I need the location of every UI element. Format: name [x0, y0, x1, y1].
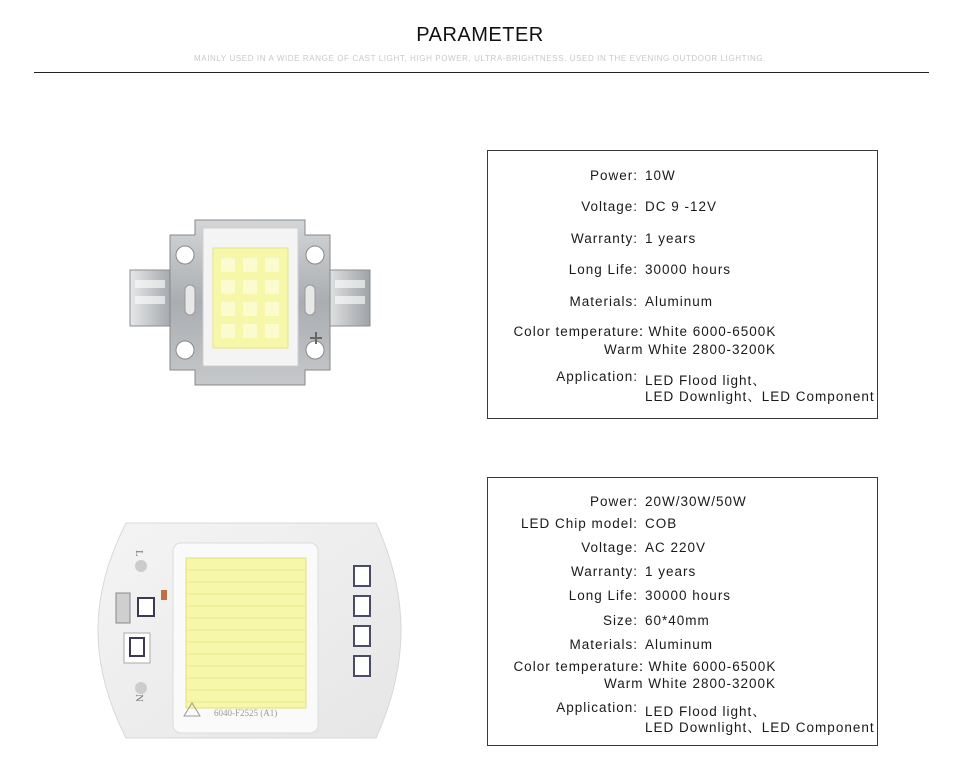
pin-label-l: L [133, 550, 145, 557]
board-marking: 6040-F2525 (A1) [214, 708, 278, 718]
spec-table-cob: Power: 20W/30W/50W LED Chip model: COB Voltage: AC 220V Warranty: 1 years Long Life: 30000 hours Size: 60*40mm Materials: Aluminum Color temperature: : White 6000-6500K Warm White 2800-3200K Application: LED Flood light、 LED Downlight、LED Component [487, 477, 878, 746]
pin-label-n: N [133, 694, 145, 702]
page-title: PARAMETER [416, 24, 544, 46]
header-divider [34, 72, 929, 73]
page-subtitle: MAINLY USED IN A WIDE RANGE OF CAST LIGHT, HIGH POWER, ULTRA-BRIGHTNESS, USED IN THE EVENING OUTDOOR LIGHTING. [194, 54, 766, 63]
led-10w-chip-image [125, 210, 375, 400]
led-cob-chip-image [96, 518, 406, 743]
spec-table-10w: Power: 10W Voltage: DC 9 -12V Warranty: 1 years Long Life: 30000 hours Materials: Aluminum Color temperature: : White 6000-6500K Warm White 2800-3200K Application: LED Flood light、 LED Downlight、LED Component [487, 150, 878, 419]
